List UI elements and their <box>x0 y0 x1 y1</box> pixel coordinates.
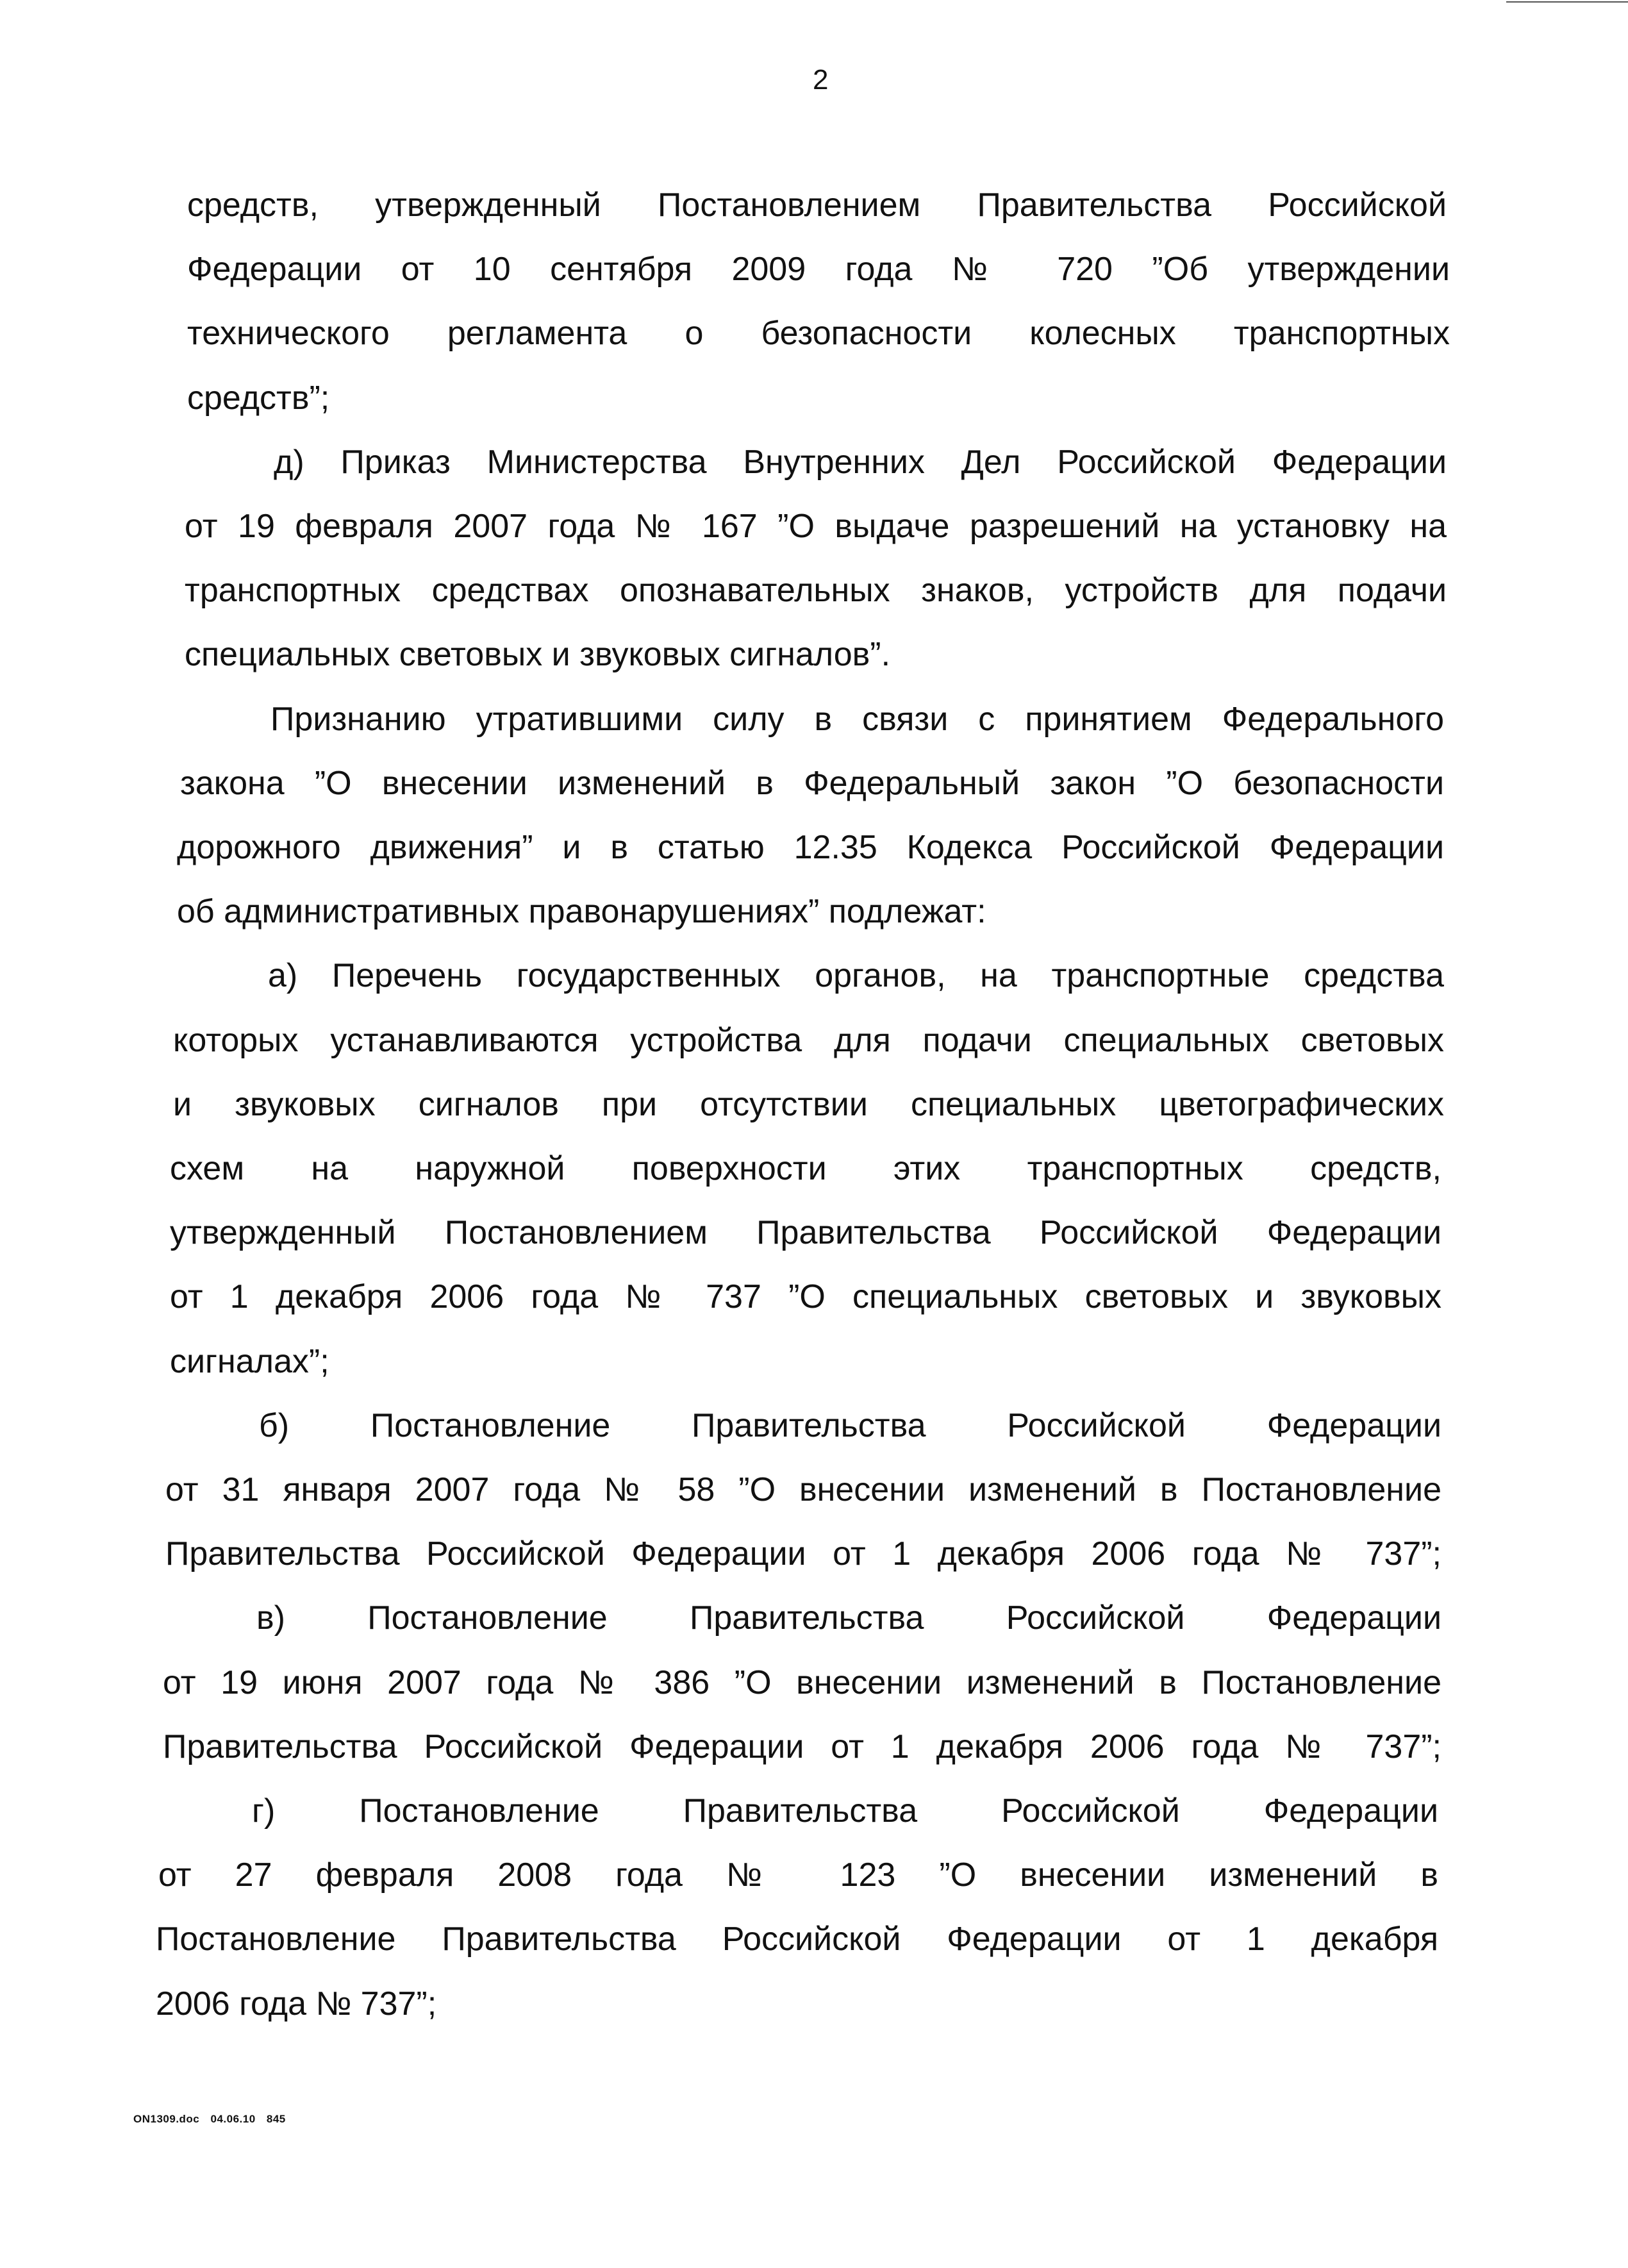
text-line: от 19 июня 2007 года № 386 ”О внесении изменений в Постановление <box>163 1663 1441 1701</box>
text-line: специальных световых и звуковых сигналов”. <box>185 636 891 674</box>
text-line: от 31 января 2007 года № 58 ”О внесении изменений в Постановление <box>165 1471 1441 1508</box>
text-line: технического регламента о безопасности колесных транспортных <box>187 315 1450 353</box>
text-line: закона ”О внесении изменений в Федеральный закон ”О безопасности <box>180 764 1444 802</box>
text-line: дорожного движения” и в статью 12.35 Кодекса Российской Федерации <box>177 829 1444 866</box>
text-line: Правительства Российской Федерации от 1 декабря 2006 года № 737”; <box>165 1535 1441 1573</box>
text-line: и звуковых сигналов при отсутствии специальных цветографических <box>173 1085 1444 1123</box>
text-line: сигналах”; <box>170 1342 329 1380</box>
text-line: г) Постановление Правительства Российской Федерации <box>252 1792 1438 1830</box>
text-line: средств, утвержденный Постановлением Правительства Российской <box>187 187 1447 224</box>
page-number: 2 <box>813 64 829 96</box>
text-line: Федерации от 10 сентября 2009 года № 720 ”Об утверждении <box>187 251 1450 288</box>
text-line: об административных правонарушениях” подлежат: <box>177 893 986 931</box>
text-line: схем на наружной поверхности этих транспортных средств, <box>170 1150 1441 1187</box>
text-line: Постановление Правительства Российской Федерации от 1 декабря <box>156 1921 1438 1958</box>
text-line: транспортных средствах опознавательных знаков, устройств для подачи <box>185 572 1447 610</box>
scan-edge-line <box>1506 1 1628 3</box>
text-line: а) Перечень государственных органов, на транспортные средства <box>268 957 1444 995</box>
text-line: которых устанавливаются устройства для подачи специальных световых <box>173 1021 1444 1059</box>
text-line: от 27 февраля 2008 года № 123 ”О внесении изменений в <box>158 1856 1438 1894</box>
text-line: средств”; <box>187 379 330 417</box>
text-line: утвержденный Постановлением Правительства Российской Федерации <box>170 1214 1441 1252</box>
text-line: в) Постановление Правительства Российской Федерации <box>256 1599 1441 1637</box>
text-line: д) Приказ Министерства Внутренних Дел Российской Федерации <box>274 443 1447 481</box>
text-line: б) Постановление Правительства Российской Федерации <box>259 1406 1441 1444</box>
text-line: от 19 февраля 2007 года № 167 ”О выдаче разрешений на установку на <box>185 508 1447 545</box>
text-line: 2006 года № 737”; <box>156 1985 437 2022</box>
document-footer-filename: ON1309.doc 04.06.10 845 <box>133 2113 286 2125</box>
text-line: Признанию утратившими силу в связи с принятием Федерального <box>270 700 1444 738</box>
text-line: от 1 декабря 2006 года № 737 ”О специальных световых и звуковых <box>170 1278 1441 1316</box>
text-line: Правительства Российской Федерации от 1 декабря 2006 года № 737”; <box>163 1728 1441 1765</box>
